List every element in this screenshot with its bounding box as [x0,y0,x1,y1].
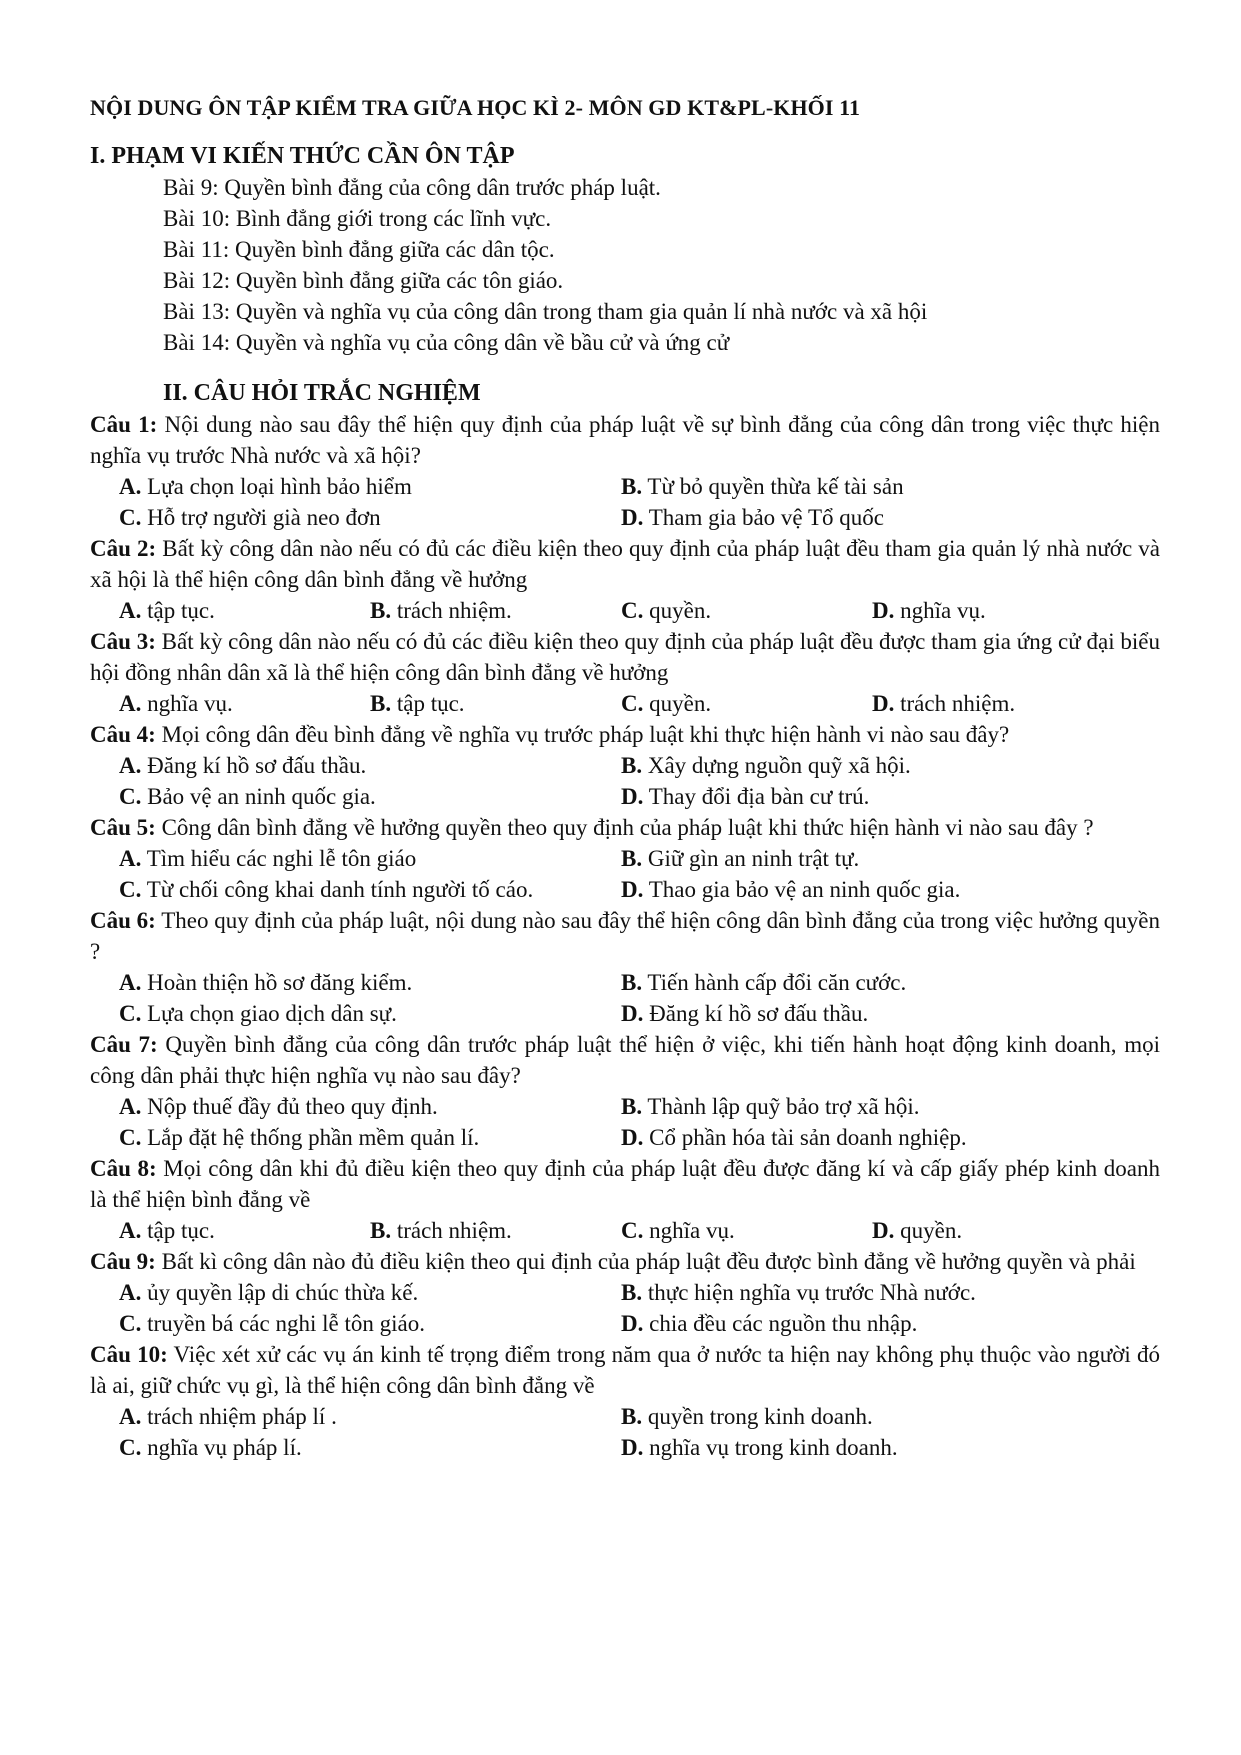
answer-option [370,1215,621,1246]
option-letter: A. [119,1280,142,1305]
option-letter: A. [119,753,142,778]
option-text: nghĩa vụ. [894,598,986,623]
question-8 [90,1153,1160,1246]
question-label: Câu 8: [90,1156,157,1181]
option-text: thực hiện nghĩa vụ trước Nhà nước. [642,1280,976,1305]
question-label: Câu 4: [90,722,156,747]
answer-option [621,688,872,719]
option-text: Hoàn thiện hồ sơ đăng kiểm. [141,970,413,995]
question-4 [90,719,1160,812]
answer-option [621,998,1160,1029]
option-text: Đăng kí hồ sơ đấu thầu. [141,753,367,778]
question-label: Câu 5: [90,815,156,840]
option-text: quyền. [643,598,712,623]
answer-option [119,1091,621,1122]
option-text: Đăng kí hồ sơ đấu thầu. [643,1001,869,1026]
option-text: quyền trong kinh doanh. [642,1404,873,1429]
question-text [90,1246,1160,1277]
option-text: Bảo vệ an ninh quốc gia. [141,784,376,809]
option-text: Thay đổi địa bàn cư trú. [643,784,870,809]
scope-item: Bài 12: Quyền bình đẳng giữa các tôn giáo. [163,268,564,293]
option-letter: D. [872,1218,895,1243]
question-text [90,1029,1160,1091]
option-letter: D. [621,784,644,809]
answer-option [119,1122,621,1153]
option-letter: C. [119,877,142,902]
question-label: Câu 6: [90,908,156,933]
option-text: Lắp đặt hệ thống phần mềm quản lí. [141,1125,480,1150]
answer-option [119,1401,621,1432]
answer-options [119,595,1160,626]
answer-option [119,502,621,533]
option-letter: A. [119,970,142,995]
option-letter: C. [621,691,644,716]
question-list [90,409,1160,1463]
answer-option [621,1122,1160,1153]
question-label: Câu 7: [90,1032,158,1057]
option-text: Cổ phần hóa tài sản doanh nghiệp. [643,1125,967,1150]
document-title: NỘI DUNG ÔN TẬP KIỂM TRA GIỮA HỌC KÌ 2- MÔN GD KT&PL-KHỐI 11 [90,95,861,120]
question-label: Câu 2: [90,536,157,561]
answer-options [119,1215,1160,1246]
answer-option [872,595,1160,626]
option-letter: C. [621,598,644,623]
question-label: Câu 10: [90,1342,168,1367]
answer-option [621,595,872,626]
option-letter: D. [872,691,895,716]
option-text: Thành lập quỹ bảo trợ xã hội. [642,1094,920,1119]
option-text: Lựa chọn loại hình bảo hiểm [141,474,412,499]
answer-option [119,967,621,998]
answer-options [119,843,1160,905]
question-label: Câu 1: [90,412,158,437]
option-text: Tham gia bảo vệ Tổ quốc [643,505,884,530]
question-text [90,1153,1160,1215]
option-text: trách nhiệm. [391,598,512,623]
option-letter: C. [119,784,142,809]
question-10 [90,1339,1160,1463]
option-letter: D. [621,1311,644,1336]
scope-item: Bài 9: Quyền bình đẳng của công dân trước pháp luật. [163,175,661,200]
question-body: Quyền bình đẳng của công dân trước pháp luật thể hiện ở việc, khi tiến hành hoạt động kinh doanh, mọi công dân phải thực hiện nghĩa vụ nào sau đây? [90,1032,1160,1088]
option-text: nghĩa vụ trong kinh doanh. [643,1435,898,1460]
option-text: nghĩa vụ. [141,691,233,716]
option-letter: B. [621,753,643,778]
answer-option [119,1308,621,1339]
question-label: Câu 3: [90,629,156,654]
question-body: Nội dung nào sau đây thể hiện quy định của pháp luật về sự bình đẳng của công dân trong việc thực hiện nghĩa vụ trước Nhà nước và xã hội? [90,412,1161,468]
scope-list [163,172,1160,358]
question-text [90,626,1160,688]
question-text [90,905,1160,967]
option-text: ủy quyền lập di chúc thừa kế. [141,1280,419,1305]
option-letter: D. [621,877,644,902]
answer-option [119,471,621,502]
answer-option [621,1091,1160,1122]
option-letter: C. [119,1125,142,1150]
answer-options [119,750,1160,812]
option-letter: D. [621,1435,644,1460]
answer-option [621,750,1160,781]
option-text: trách nhiệm. [391,1218,512,1243]
option-text: Từ chối công khai danh tính người tố cáo. [141,877,534,902]
option-letter: C. [119,1311,142,1336]
answer-options [119,967,1160,1029]
question-1 [90,409,1160,533]
option-letter: A. [119,846,142,871]
option-letter: A. [119,1094,142,1119]
question-body: Mọi công dân đều bình đẳng về nghĩa vụ trước pháp luật khi thực hiện hành vi nào sau đây? [155,722,1010,747]
question-text [90,1339,1160,1401]
option-letter: B. [621,970,643,995]
option-text: Nộp thuế đầy đủ theo quy định. [141,1094,438,1119]
scope-item: Bài 11: Quyền bình đẳng giữa các dân tộc. [163,237,555,262]
answer-option [621,1277,1160,1308]
option-letter: B. [370,1218,392,1243]
question-7 [90,1029,1160,1153]
question-6 [90,905,1160,1029]
option-text: Tìm hiểu các nghi lễ tôn giáo [141,846,417,871]
question-5 [90,812,1160,905]
option-letter: B. [621,474,643,499]
option-text: trách nhiệm pháp lí . [141,1404,337,1429]
answer-option [119,750,621,781]
option-text: truyền bá các nghi lễ tôn giáo. [141,1311,425,1336]
answer-option [621,874,1160,905]
scope-item: Bài 10: Bình đẳng giới trong các lĩnh vực. [163,206,552,231]
answer-option [621,843,1160,874]
option-letter: C. [119,1435,142,1460]
question-text [90,719,1160,750]
option-letter: B. [621,1404,643,1429]
answer-option [621,471,1160,502]
question-2 [90,533,1160,626]
answer-option [119,1277,621,1308]
scope-item: Bài 13: Quyền và nghĩa vụ của công dân trong tham gia quản lí nhà nước và xã hội [163,299,928,324]
question-body: Mọi công dân khi đủ điều kiện theo quy định của pháp luật đều được đăng kí và cấp giấy phép kinh doanh là thể hiện bình đẳng về [90,1156,1161,1212]
option-letter: A. [119,691,142,716]
option-letter: A. [119,1404,142,1429]
option-letter: D. [621,505,644,530]
answer-option [621,967,1160,998]
option-text: quyền. [894,1218,963,1243]
option-text: Hỗ trợ người già neo đơn [141,505,381,530]
option-letter: B. [621,846,643,871]
option-text: nghĩa vụ pháp lí. [141,1435,302,1460]
question-body: Việc xét xử các vụ án kinh tế trọng điểm trong năm qua ở nước ta hiện nay không phụ thuộc vào người đó là ai, giữ chức vụ gì, là thể hiện công dân bình đẳng về [90,1342,1161,1398]
answer-option [119,688,370,719]
answer-option [119,998,621,1029]
scope-item: Bài 14: Quyền và nghĩa vụ của công dân về bầu cử và ứng cử [163,330,730,355]
option-text: chia đều các nguồn thu nhập. [643,1311,918,1336]
option-letter: B. [621,1280,643,1305]
answer-option [119,595,370,626]
option-letter: C. [621,1218,644,1243]
answer-option [872,688,1160,719]
answer-option [119,781,621,812]
option-letter: B. [370,598,392,623]
option-text: Xây dựng nguồn quỹ xã hội. [642,753,911,778]
answer-option [621,1401,1160,1432]
answer-option [119,1432,621,1463]
option-text: nghĩa vụ. [643,1218,735,1243]
option-text: tập tục. [391,691,465,716]
answer-option [621,502,1160,533]
question-body: Theo quy định của pháp luật, nội dung nào sau đây thể hiện công dân bình đẳng của trong việc hưởng quyền ? [90,908,1161,964]
answer-options [119,1401,1160,1463]
option-text: Lựa chọn giao dịch dân sự. [141,1001,397,1026]
scope-heading: I. PHẠM VI KIẾN THỨC CẦN ÔN TẬP [90,143,515,169]
option-letter: D. [621,1125,644,1150]
option-text: Từ bỏ quyền thừa kế tài sản [642,474,904,499]
answer-option [370,595,621,626]
answer-option [119,1215,370,1246]
answer-options [119,1277,1160,1339]
answer-option [119,874,621,905]
answer-option [621,1308,1160,1339]
answer-options [119,471,1160,533]
question-body: Bất kỳ công dân nào nếu có đủ các điều kiện theo quy định của pháp luật đều được tham gia ứng cử đại biểu hội đồng nhân dân xã là thể hiện công dân bình đẳng về hưởng [90,629,1160,685]
option-text: Giữ gìn an ninh trật tự. [642,846,860,871]
option-letter: A. [119,474,142,499]
question-text [90,409,1160,471]
option-text: tập tục. [141,598,215,623]
option-letter: A. [119,598,142,623]
answer-options [119,688,1160,719]
question-3 [90,626,1160,719]
answer-option [621,1432,1160,1463]
option-text: quyền. [643,691,712,716]
option-text: tập tục. [141,1218,215,1243]
answer-option [872,1215,1160,1246]
option-letter: C. [119,505,142,530]
mcq-heading: II. CÂU HỎI TRẮC NGHIỆM [163,380,481,406]
answer-options [119,1091,1160,1153]
option-text: trách nhiệm. [894,691,1016,716]
option-text: Tiến hành cấp đổi căn cước. [642,970,907,995]
question-9 [90,1246,1160,1339]
answer-option [621,781,1160,812]
question-body: Bất kì công dân nào đủ điều kiện theo qui định của pháp luật đều được bình đẳng về hưởng quyền và phải [155,1249,1136,1274]
option-letter: A. [119,1218,142,1243]
question-body: Công dân bình đẳng về hưởng quyền theo quy định của pháp luật khi thức hiện hành vi nào sau đây ? [155,815,1094,840]
answer-option [370,688,621,719]
option-letter: C. [119,1001,142,1026]
option-text: Thao gia bảo vệ an ninh quốc gia. [643,877,961,902]
option-letter: B. [621,1094,643,1119]
answer-option [621,1215,872,1246]
document-page [90,92,1160,1463]
question-body: Bất kỳ công dân nào nếu có đủ các điều kiện theo quy định của pháp luật đều tham gia quản lý nhà nước và xã hội là thể hiện công dân bình đẳng về hưởng [90,536,1160,592]
option-letter: D. [621,1001,644,1026]
question-text [90,812,1160,843]
option-letter: B. [370,691,392,716]
option-letter: D. [872,598,895,623]
answer-option [119,843,621,874]
question-label: Câu 9: [90,1249,156,1274]
question-text [90,533,1160,595]
